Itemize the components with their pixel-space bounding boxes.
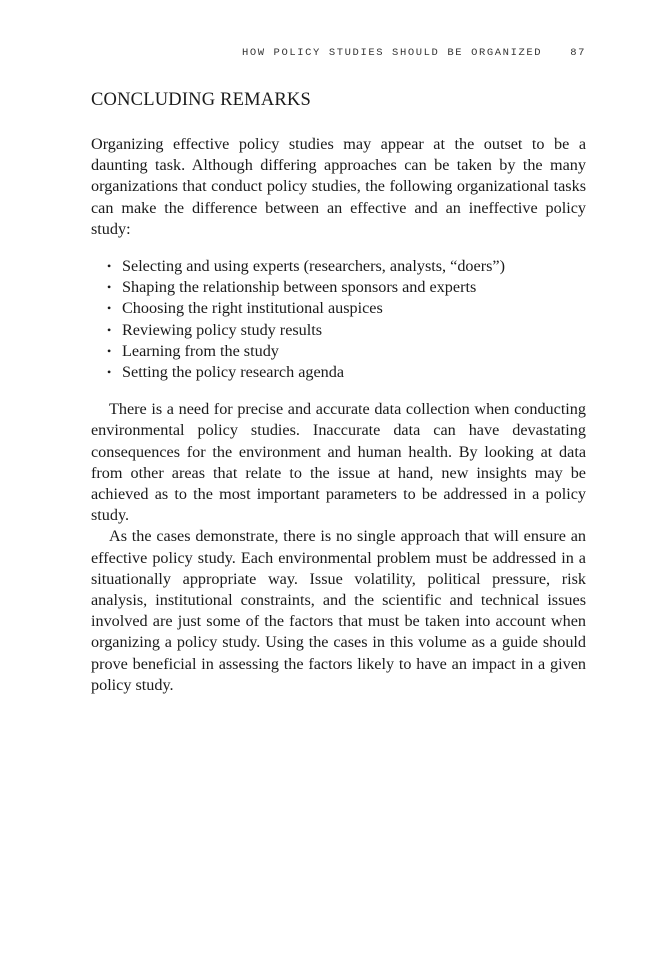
bullet-icon: •: [107, 280, 112, 295]
list-item-text: Shaping the relationship between sponsors and experts: [122, 278, 477, 297]
list-item-text: Selecting and using experts (researchers, analysts, “doers”): [122, 257, 505, 276]
running-title: HOW POLICY STUDIES SHOULD BE ORGANIZED: [241, 47, 543, 59]
intro-paragraph: Organizing effective policy studies may appear at the outset to be a daunting task. Although differing approaches can be taken by the many organizations that conduct policy studies, the following organizational tasks can make the difference between an effective and an ineffective policy study:: [91, 135, 586, 238]
bullet-icon: •: [107, 343, 112, 358]
list-item: [107, 277, 586, 298]
paragraph-data-collection: There is a need for precise and accurate data collection when conducting environmental policy studies. Inaccurate data can have devastating consequences for the environment and human health. By looking at data from other areas that relate to the issue at hand, new insights may be achieved as to the most important parameters to be addressed in a policy study.: [91, 400, 586, 525]
list-item: [107, 320, 586, 341]
running-header: [0, 47, 586, 59]
list-item: [107, 256, 586, 277]
paragraph-cases: As the cases demonstrate, there is no single approach that will ensure an effective policy study. Each environmental problem must be addressed in a situationally appropriate way. Issue volatility, political pressure, risk analysis, institutional constraints, and the scientific and technical issues involved are just some of the factors that must be taken into account when organizing a policy study. Using the cases in this volume as a guide should prove beneficial in assessing the factors likely to have an impact in a given policy study.: [91, 527, 586, 694]
page-number: 87: [570, 47, 586, 59]
bullet-icon: •: [107, 322, 112, 337]
list-item-text: Reviewing policy study results: [122, 320, 323, 339]
bullet-icon: •: [107, 301, 112, 316]
task-list: [91, 256, 586, 383]
list-item-text: Setting the policy research agenda: [122, 363, 345, 382]
page-body: [91, 86, 586, 696]
section-heading: CONCLUDING REMARKS: [91, 90, 311, 110]
list-item-text: Learning from the study: [122, 341, 279, 360]
bullet-icon: •: [107, 259, 112, 274]
bullet-icon: •: [107, 365, 112, 380]
list-item-text: Choosing the right institutional auspices: [122, 299, 383, 318]
list-item: [107, 298, 586, 319]
list-item: [107, 341, 586, 362]
list-item: [107, 362, 586, 383]
